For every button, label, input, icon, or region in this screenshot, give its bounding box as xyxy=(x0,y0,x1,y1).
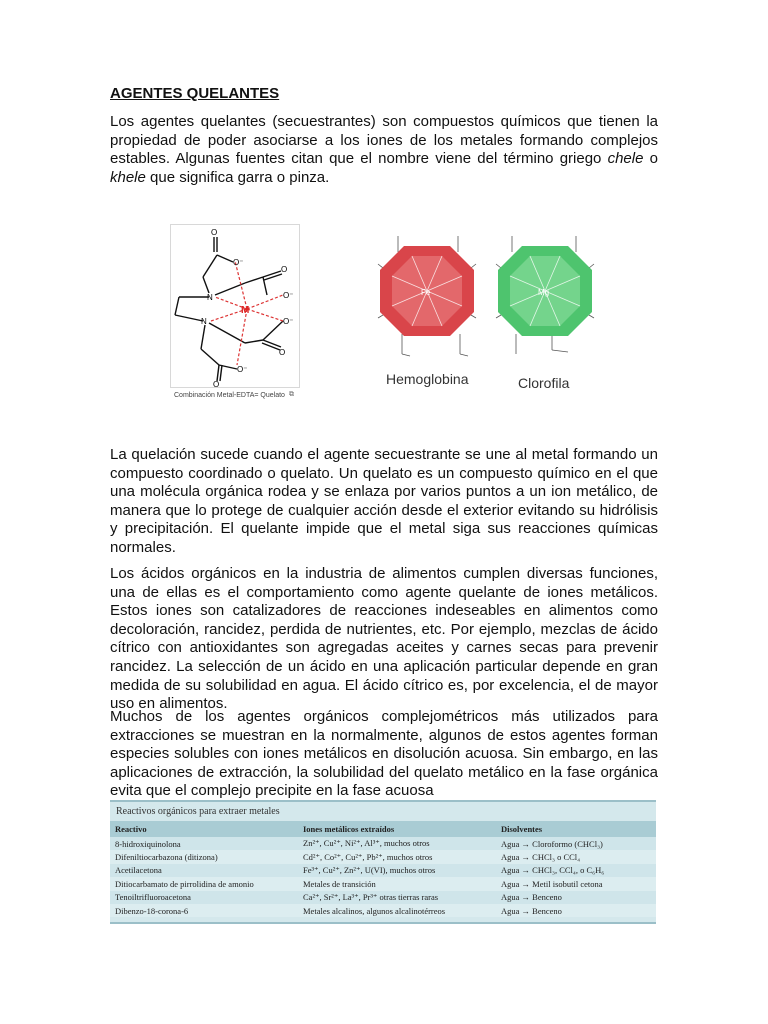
table-header-disolventes: Disolventes xyxy=(496,821,656,837)
table-cell: Agua → CHCl₃, CCl₄, o C₆H₆ xyxy=(496,864,656,877)
edta-structure-diagram xyxy=(171,225,299,387)
intro-text-before: Los agentes quelantes (secuestrantes) son compuestos químicos que tienen la propiedad de poder asociarse a los iones de los metales formando complejos estables. Algunas fuentes citan que el nombre viene del término griego xyxy=(110,113,658,168)
paragraph-organic-acids: Los ácidos orgánicos en la industria de alimentos cumplen diversas funciones, una de ellas es el comportamiento como agente quelante de iones metálicos. Estos iones son catalizadores de reacciones indeseables en alimentos como decoloración, rancidez, perdida de nutrientes, etc. Por ejemplo, mezclas de ácido cítrico con antioxidantes son agregadas aceites y carnes secas para prevenir rancidez. La selección de un ácido en una aplicación particular depende en gran medida de su solubilidad en agua. El ácido cítrico es, por excelencia, el de mayor uso en alimentos. xyxy=(110,565,658,713)
table-row xyxy=(110,877,656,890)
paragraph-extraction: Muchos de los agentes orgánicos complejométricos más utilizados para extracciones se muestran en la normalmente, algunos de estos agentes forman especies solubles con iones metálicos en disolución acuosa. Sin embargo, en las aplicaciones de extracción, la solubilidad del quelato metálico en la fase orgánica evita que el complejo precipite en la fase acuosa xyxy=(110,708,658,800)
atom-label: O⁻ xyxy=(237,365,248,374)
atom-label: N xyxy=(207,293,213,302)
table-cell: Cd²⁺, Co²⁺, Cu²⁺, Pb²⁺, muchos otros xyxy=(298,850,496,863)
table-cell: Ca²⁺, Sr²⁺, La³⁺, Pr³⁺ otras tierras raras xyxy=(298,891,496,904)
hemoglobin-label: Hemoglobina xyxy=(386,371,469,387)
atom-label: O⁻ xyxy=(283,317,294,326)
table-cell: Agua → Benceno xyxy=(496,904,656,917)
edta-chelate-figure xyxy=(170,224,300,399)
table-row xyxy=(110,891,656,904)
hemoglobin-structure-diagram xyxy=(372,228,482,368)
term-chele: chele xyxy=(607,150,644,168)
table-cell: Dibenzo-18-corona-6 xyxy=(110,904,298,917)
expand-icon[interactable]: ⧉ xyxy=(289,391,294,398)
table-cell: Ditiocarbamato de pirrolidina de amonio xyxy=(110,877,298,890)
chlorophyll-figure xyxy=(490,228,600,391)
page-title: AGENTES QUELANTES xyxy=(110,85,280,102)
table-cell: Metales de transición xyxy=(298,877,496,890)
intro-text-after: que significa garra o pinza. xyxy=(145,168,330,186)
term-khele: khele xyxy=(110,168,146,186)
table-cell: Agua → Metil isobutil cetona xyxy=(496,877,656,890)
chlorophyll-structure-diagram xyxy=(490,228,600,368)
table-caption: Reactivos orgánicos para extraer metales xyxy=(116,806,280,817)
atom-label: O xyxy=(213,380,220,387)
table-cell: Difeniltiocarbazona (ditizona) xyxy=(110,850,298,863)
table-cell: Fe³⁺, Cu²⁺, Zn²⁺, U(VI), muchos otros xyxy=(298,864,496,877)
table-cell: Agua → Benceno xyxy=(496,891,656,904)
table-cell: Metales alcalinos, algunos alcalinotérreos xyxy=(298,904,496,917)
reagents-table xyxy=(110,821,656,917)
table-row xyxy=(110,837,656,850)
atom-label: O xyxy=(279,348,286,357)
hemoglobin-metal: Fe xyxy=(421,288,431,297)
reagents-table-figure xyxy=(110,800,656,924)
table-cell: Agua → Cloroformo (CHCl₃) xyxy=(496,837,656,850)
table-cell: Agua → CHCl₃ o CCl₄ xyxy=(496,850,656,863)
atom-label: O xyxy=(281,265,288,274)
table-row xyxy=(110,864,656,877)
table-header-reactivo: Reactivo xyxy=(110,821,298,837)
atom-label: O⁻ xyxy=(283,291,294,300)
table-row xyxy=(110,850,656,863)
table-header-iones: Iones metálicos extraídos xyxy=(298,821,496,837)
edta-caption: Combinación Metal-EDTA= Quelato xyxy=(174,392,285,399)
table-cell: Tenoiltrifluoroacetona xyxy=(110,891,298,904)
table-cell: Zn²⁺, Cu²⁺, Ni²⁺, Al³⁺, muchos otros xyxy=(298,837,496,850)
hemoglobin-figure xyxy=(372,228,482,387)
atom-label: N xyxy=(201,317,207,326)
atom-label: O⁻ xyxy=(233,258,244,267)
metal-ion-label: M xyxy=(241,305,250,316)
chlorophyll-label: Clorofila xyxy=(518,375,570,391)
table-cell: 8-hidroxiquinolona xyxy=(110,837,298,850)
paragraph-chelation: La quelación sucede cuando el agente secuestrante se une al metal formando un compuesto coordinado o quelato. Un quelato es un compuesto químico en el que una molécula orgánica rodea y se enlaza por varios puntos a un ion metálico, de manera que lo protege de cualquier acción desde el exterior evitando su hidrólisis y precipitación. El quelante impide que el metal siga sus reacciones químicas normales. xyxy=(110,446,658,556)
table-row xyxy=(110,904,656,917)
intro-paragraph xyxy=(110,113,658,187)
intro-conjunction: o xyxy=(643,150,658,168)
chlorophyll-metal: Mg xyxy=(538,288,550,297)
atom-label: O xyxy=(211,228,218,237)
table-header-row xyxy=(110,821,656,837)
table-cell: Acetilacetona xyxy=(110,864,298,877)
